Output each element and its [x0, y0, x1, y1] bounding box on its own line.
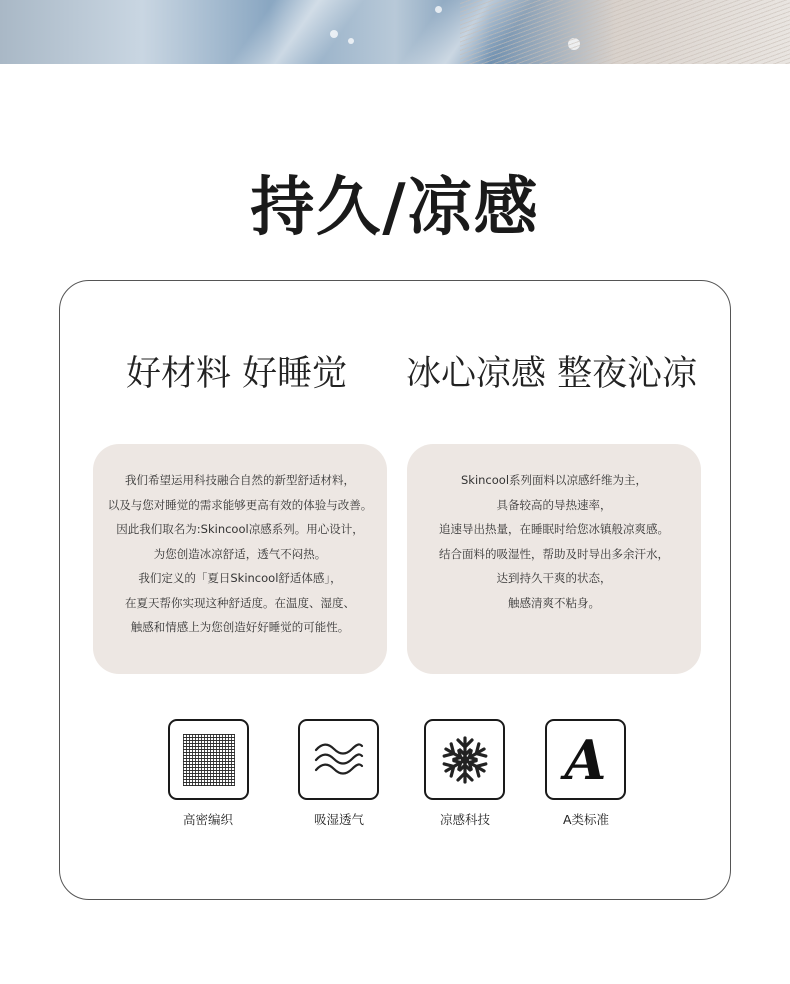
feature-cooling [424, 719, 505, 800]
panel-text-line: 具备较高的导热速率， [496, 497, 612, 512]
snowflake-icon [439, 734, 491, 786]
panel-text-line: 在夏天帮你实现这种舒适度。在温度、湿度、 [125, 595, 355, 610]
feature-dense-weave [168, 719, 249, 800]
panel-text-line: 为您创造冰凉舒适，透气不闷热。 [153, 546, 327, 561]
description-panel-right [407, 444, 701, 674]
panel-text-line: 达到持久干爽的状态， [496, 571, 612, 585]
description-panel-left [93, 444, 387, 674]
feature-breathable [298, 719, 379, 800]
panel-text-line: 触感清爽不粘身。 [508, 595, 600, 610]
waves-icon [312, 740, 366, 780]
dense-weave-icon [183, 734, 235, 786]
heading-left: 好材料 好睡觉 [126, 354, 348, 394]
panel-text-line: 触感和情感上为您创造好好睡觉的可能性。 [130, 620, 350, 634]
feature-label: A类标准 [562, 812, 610, 827]
heading-right: 冰心凉感 整夜沁凉 [406, 354, 698, 394]
feature-label: 凉感科技 [439, 812, 490, 827]
panel-text-line: 结合面料的吸湿性，帮助及时导出多余汗水， [439, 546, 669, 561]
panel-text-line: 我们定义的「夏日Skincool舒适体感」， [138, 571, 342, 585]
panel-text-line: Skincool系列面料以凉感纤维为主， [460, 473, 648, 487]
feature-label: 高密编织 [182, 812, 233, 827]
feature-grade-a [545, 719, 626, 800]
letter-a-icon: A [564, 727, 607, 792]
panel-text-line: 以及与您对睡觉的需求能够更高有效的体验与改善。 [107, 497, 373, 512]
panel-text-line: 我们希望运用科技融合自然的新型舒适材料， [125, 473, 355, 487]
panel-text-line: 追速导出热量，在睡眠时给您冰镇般凉爽感。 [439, 522, 669, 536]
panel-text-line: 因此我们取名为:Skincool凉感系列。用心设计， [116, 522, 364, 536]
header-banner-image [0, 0, 790, 64]
feature-label: 吸湿透气 [313, 812, 364, 827]
page-title: 持久/凉感 [250, 171, 540, 245]
